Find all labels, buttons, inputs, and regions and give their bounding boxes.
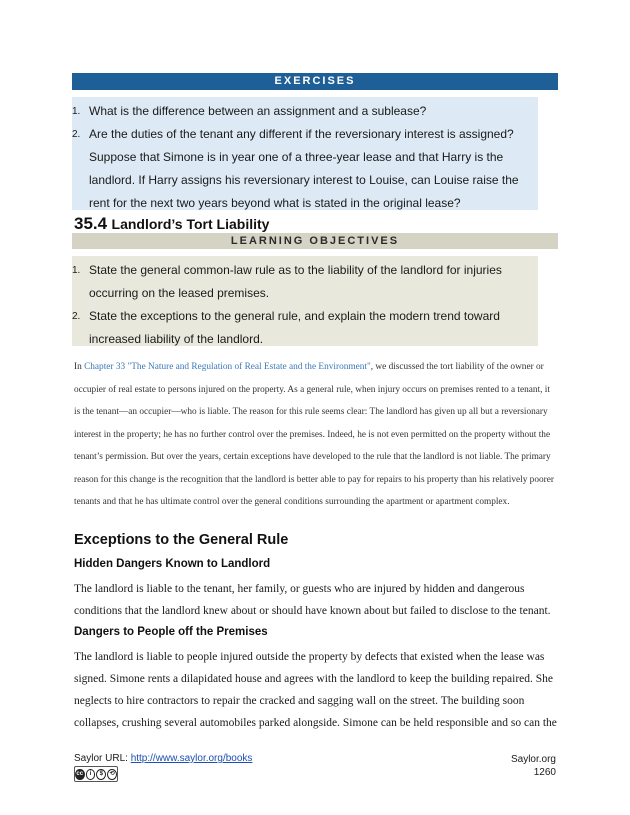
exercise-item [72,100,538,123]
footer-source [74,753,252,764]
objective-number: 1. [72,265,81,276]
hidden-dangers-heading: Hidden Dangers Known to Landlord [74,558,271,570]
exercise-text: Are the duties of the tenant any different if the reversionary interest is assigned? Suppose that Simone is in year one of a three-year lease and that Harry is the landlord. If Harry assigns his reversionary interest to Louise, can Louise raise the rent for the next two years beyond what is stated in the original lease? [89,127,519,210]
exercise-text: What is the difference between an assignment and a sublease? [89,104,427,118]
section-number: 35.4 [74,214,108,233]
footer-label: Saylor URL: [74,753,131,764]
objective-text: State the general common-law rule as to the liability of the landlord for injuries occurring on the leased premises. [89,263,502,300]
objective-item [72,259,538,305]
exceptions-heading: Exceptions to the General Rule [74,532,289,548]
exercise-number: 2. [72,129,81,140]
intro-prefix: In [74,362,85,372]
learning-objectives-header: LEARNING OBJECTIVES [72,233,558,249]
exercise-item [72,123,538,215]
footer-url-link[interactable]: http://www.saylor.org/books [130,753,253,764]
off-premises-paragraph: The landlord is liable to people injured outside the property by defects that existed when the lease was signed. Simone rents a dilapidated house and agrees with the landlord to keep the building repaired. She neglects to hire contractors to repair the cracked and sagging wall on the street. The building soon collapses, crushing several automobiles parked alongside. Simone can be held responsible and so can the [74,651,557,729]
hidden-dangers-paragraph: The landlord is liable to the tenant, her family, or guests who are injured by hidden and dangerous conditions that the landlord knew about or should have known about but failed to disclose to the tenant. [74,583,551,617]
exercises-header: EXERCISES [72,73,558,90]
intro-text: , we discussed the tort liability of the owner or occupier of real estate to persons injured on the property. As a general rule, when injury occurs on premises rented to a tenant, it is the tenant—an occupier—who is liable. The reason for this rule seems clear: The landlord has given up all but a reversionary interest in the property; he has no further control over the premises. Indeed, he is not even permitted on the property without the tenant’s permission. But over the years, certain exceptions have developed to the rule that the landlord is not liable. The primary reason for this change is the recognition that the landlord is better able to pay for repairs to his property than his relatively poorer tenants and that he has ultimate control over the general conditions surrounding the apartment or apartment complex. [74,362,554,507]
objective-text: State the exceptions to the general rule, and explain the modern trend toward increased liability of the landlord. [89,309,500,346]
section-title [74,214,269,234]
learning-objectives-list [72,259,538,351]
intro-paragraph [74,356,554,514]
cc-by-nc-sa-icon: cc i $ ⟲ [74,766,118,782]
footer-page-info [511,753,556,779]
off-premises-heading: Dangers to People off the Premises [74,626,268,638]
objective-item [72,305,538,351]
chapter-link[interactable]: Chapter 33 "The Nature and Regulation of Real Estate and the Environment" [84,362,371,372]
page-number: 1260 [533,767,556,778]
section-name: Landlord’s Tort Liability [111,216,270,232]
exercise-number: 1. [72,106,81,117]
footer-site: Saylor.org [510,754,556,765]
objective-number: 2. [72,311,81,322]
exercises-list [72,100,538,215]
